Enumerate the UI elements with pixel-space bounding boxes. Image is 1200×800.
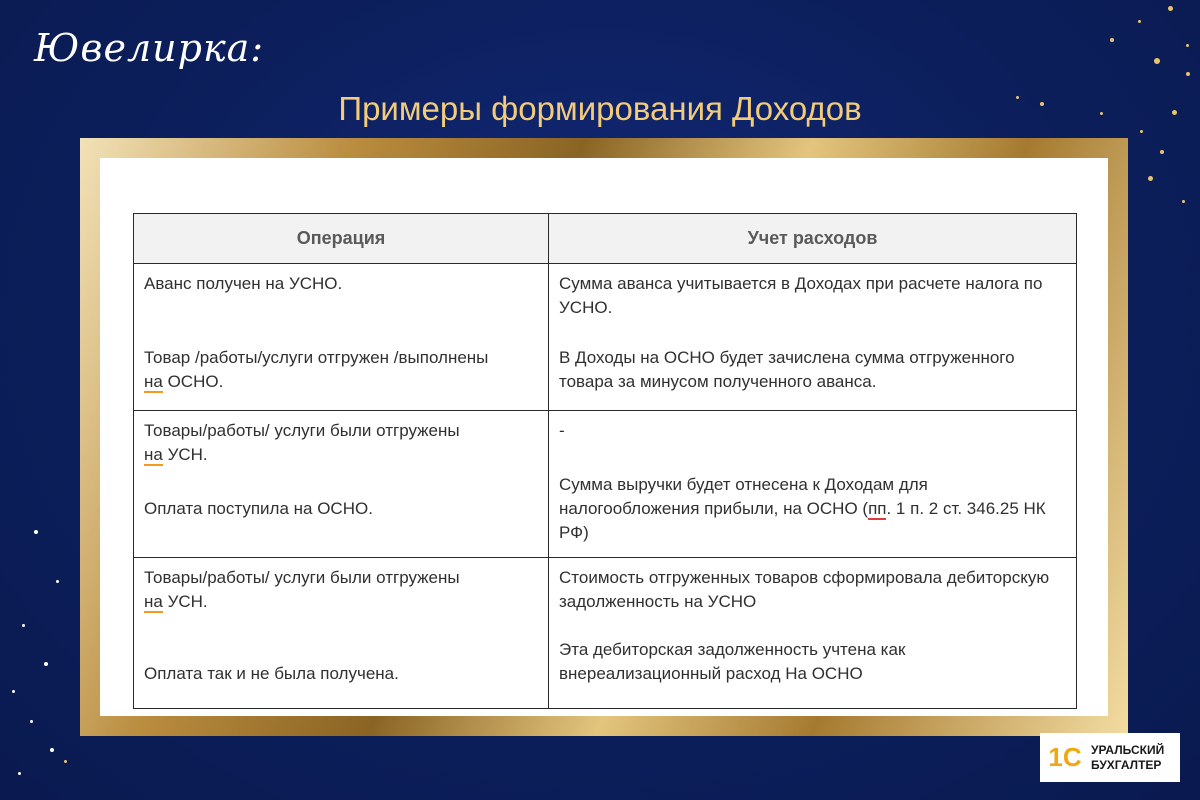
operation-cell <box>134 411 549 558</box>
table-row <box>134 558 1077 709</box>
cell-text: Товары/работы/ услуги были отгружены на УСН. <box>144 568 460 611</box>
brand-1c-icon: 1C <box>1048 742 1082 772</box>
cell-text: Аванс получен на УСНО. <box>144 274 343 293</box>
operation-cell <box>134 264 549 411</box>
cell-text: Товар /работы/услуги отгружен /выполнены на ОСНО. <box>144 348 489 391</box>
accounting-cell <box>549 558 1077 709</box>
cell-text: Эта дебиторская задолженность учтена как внереализационный расход На ОСНО <box>559 640 906 683</box>
table-row <box>134 264 1077 411</box>
cell-text: Товары/работы/ услуги были отгружены на УСН. <box>144 421 460 464</box>
cell-text: Оплата так и не была получена. <box>144 664 399 683</box>
cell-text: Стоимость отгруженных товаров сформировала дебиторскую задолженность на УСНО <box>559 568 1050 611</box>
cell-text: Сумма аванса учитывается в Доходах при расчете налога по УСНО. <box>559 274 1043 317</box>
slide-title: Примеры формирования Доходов <box>338 90 862 127</box>
cell-text: Сумма выручки будет отнесена к Доходам для налогообложения прибыли, на ОСНО (пп. 1 п. 2 ст. 346.25 НК РФ) <box>559 475 1046 542</box>
brand-logo <box>1040 733 1180 782</box>
header-operation: Операция <box>134 214 549 264</box>
cell-text: В Доходы на ОСНО будет зачислена сумма отгруженного товара за минусом полученного аванса. <box>559 348 1015 391</box>
logo-text: Ювелирка: <box>34 26 265 70</box>
header-accounting: Учет расходов <box>549 214 1077 264</box>
operations-table <box>133 213 1077 709</box>
cell-text: - <box>559 421 565 440</box>
operation-cell <box>134 558 549 709</box>
brand-name: УРАЛЬСКИЙ БУХГАЛТЕР <box>1091 742 1165 772</box>
accounting-cell <box>549 411 1077 558</box>
table-row <box>134 411 1077 558</box>
accounting-cell <box>549 264 1077 411</box>
cell-text: Оплата поступила на ОСНО. <box>144 499 373 518</box>
